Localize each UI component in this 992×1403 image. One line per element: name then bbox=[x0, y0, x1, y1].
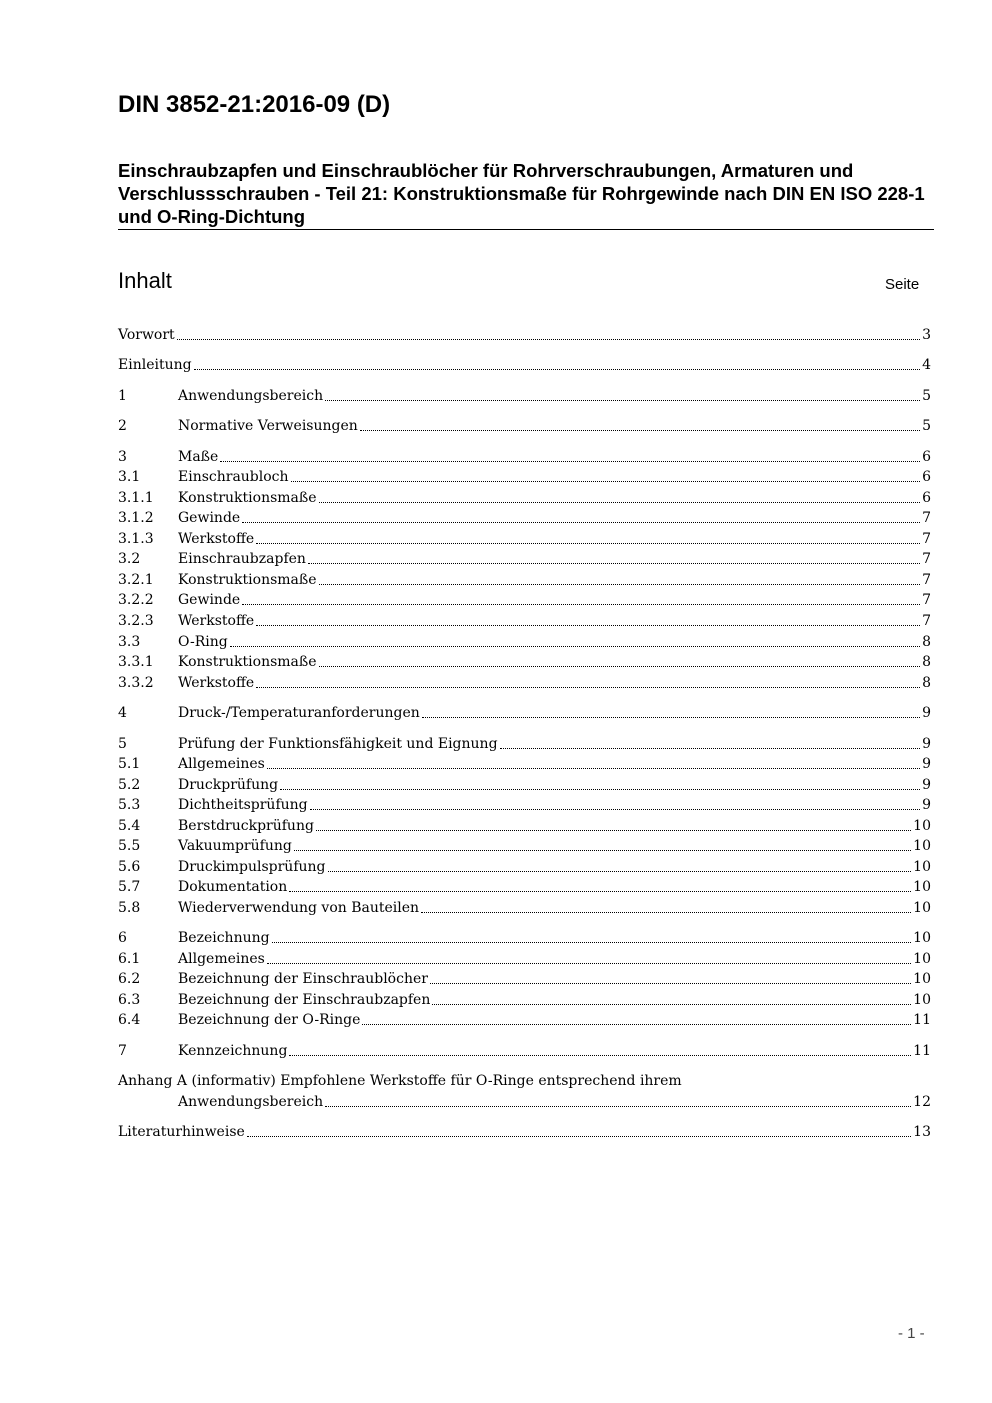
toc-title: Konstruktionsmaße bbox=[178, 490, 317, 506]
dot-leader bbox=[362, 1010, 911, 1030]
toc-title: Einschraubzapfen bbox=[178, 551, 306, 567]
toc-page: 9 bbox=[922, 705, 931, 721]
dot-leader bbox=[432, 990, 911, 1010]
toc-number: 3.2.3 bbox=[118, 613, 154, 629]
toc-title: Bezeichnung bbox=[178, 930, 270, 946]
toc-page: 10 bbox=[913, 900, 931, 916]
toc-page: 10 bbox=[913, 879, 931, 895]
toc-title: Bezeichnung der Einschraubzapfen bbox=[178, 992, 431, 1008]
dot-leader bbox=[325, 1092, 911, 1112]
toc-page: 8 bbox=[922, 634, 931, 650]
toc-title: Normative Verweisungen bbox=[178, 418, 358, 434]
toc-title: Werkstoffe bbox=[178, 675, 255, 691]
toc-entry[interactable] bbox=[118, 928, 931, 948]
toc-title: Werkstoffe bbox=[178, 613, 255, 629]
dot-leader bbox=[319, 570, 921, 590]
toc-page: 9 bbox=[922, 797, 931, 813]
toc-entry[interactable] bbox=[118, 1041, 931, 1061]
toc-title: Einschraubloch bbox=[178, 469, 289, 485]
toc-page-column-label: Seite bbox=[885, 276, 920, 293]
toc-number: 3.2.1 bbox=[118, 572, 154, 588]
toc-entry[interactable] bbox=[118, 386, 931, 406]
toc-title: Konstruktionsmaße bbox=[178, 572, 317, 588]
dot-leader bbox=[272, 928, 912, 948]
toc-annex-title-line2: Anwendungsbereich bbox=[178, 1094, 324, 1110]
toc-number: 5.1 bbox=[118, 756, 141, 772]
toc-title: Wiederverwendung von Bauteilen bbox=[178, 900, 420, 916]
toc-title: Bezeichnung der O-Ringe bbox=[178, 1012, 361, 1028]
toc-page: 8 bbox=[922, 654, 931, 670]
dot-leader bbox=[242, 590, 920, 610]
document-title: Einschraubzapfen und Einschraublöcher für Rohrverschraubungen, Armaturen und Verschlussschrauben - Teil 21: Konstruktionsmaße für Rohrgewinde nach DIN EN ISO 228-1 und O-Ring-Dichtung bbox=[118, 160, 925, 227]
dot-leader bbox=[256, 611, 920, 631]
toc-number: 3.2.2 bbox=[118, 592, 154, 608]
toc-number: 5.4 bbox=[118, 818, 141, 834]
dot-leader bbox=[242, 508, 920, 528]
toc-page: 6 bbox=[922, 490, 931, 506]
dot-leader bbox=[280, 775, 920, 795]
toc-number: 6.4 bbox=[118, 1012, 141, 1028]
toc-number: 3.1.3 bbox=[118, 531, 154, 547]
toc-title: Gewinde bbox=[178, 510, 241, 526]
toc-entry[interactable] bbox=[118, 652, 931, 672]
toc-page: 10 bbox=[913, 951, 931, 967]
toc-entry[interactable] bbox=[118, 673, 931, 693]
toc-page: 7 bbox=[922, 531, 931, 547]
toc-number: 3.1 bbox=[118, 469, 141, 485]
dot-leader bbox=[430, 969, 911, 989]
toc-number: 6.1 bbox=[118, 951, 141, 967]
dot-leader bbox=[177, 325, 920, 345]
dot-leader bbox=[328, 857, 912, 877]
toc-entry[interactable] bbox=[118, 488, 931, 508]
toc-number: 3.2 bbox=[118, 551, 141, 567]
toc-page: 13 bbox=[913, 1124, 931, 1140]
toc-page: 10 bbox=[913, 818, 931, 834]
toc-title: Druck-/Temperaturanforderungen bbox=[178, 705, 420, 721]
toc-entry[interactable] bbox=[118, 990, 931, 1010]
dot-leader bbox=[194, 355, 921, 375]
title-divider bbox=[118, 229, 934, 230]
toc-title: O-Ring bbox=[178, 634, 228, 650]
toc-entry[interactable] bbox=[118, 898, 931, 918]
toc-entry[interactable] bbox=[118, 754, 931, 774]
toc-title: Druckimpulsprüfung bbox=[178, 859, 326, 875]
toc-title: Druckprüfung bbox=[178, 777, 279, 793]
toc-title: Bezeichnung der Einschraublöcher bbox=[178, 971, 428, 987]
toc-page: 9 bbox=[922, 756, 931, 772]
toc-page: 12 bbox=[913, 1094, 931, 1110]
toc-page: 6 bbox=[922, 449, 931, 465]
toc-entry[interactable] bbox=[118, 775, 931, 795]
toc-page: 8 bbox=[922, 675, 931, 691]
toc-number: 4 bbox=[118, 705, 127, 721]
dot-leader bbox=[308, 549, 920, 569]
toc-number: 3.3.2 bbox=[118, 675, 154, 691]
toc-entry[interactable] bbox=[118, 570, 931, 590]
dot-leader bbox=[289, 877, 911, 897]
dot-leader bbox=[230, 632, 920, 652]
toc-number: 6.3 bbox=[118, 992, 141, 1008]
toc-title: Einleitung bbox=[118, 357, 192, 373]
toc-page: 10 bbox=[913, 971, 931, 987]
dot-leader bbox=[220, 447, 920, 467]
toc-entry[interactable] bbox=[118, 447, 931, 467]
dot-leader bbox=[316, 816, 911, 836]
toc-number: 3.1.2 bbox=[118, 510, 154, 526]
toc-title: Prüfung der Funktionsfähigkeit und Eignung bbox=[178, 736, 498, 752]
toc-page: 5 bbox=[922, 388, 931, 404]
toc-entry[interactable] bbox=[118, 325, 931, 345]
toc-page: 5 bbox=[922, 418, 931, 434]
toc-number: 5.2 bbox=[118, 777, 141, 793]
toc-entry-literaturhinweise[interactable] bbox=[118, 1122, 931, 1142]
toc-number: 7 bbox=[118, 1043, 127, 1059]
dot-leader bbox=[294, 836, 911, 856]
toc-title: Maße bbox=[178, 449, 219, 465]
toc-title: Gewinde bbox=[178, 592, 241, 608]
toc-entry[interactable] bbox=[118, 549, 931, 569]
toc-entry[interactable] bbox=[118, 467, 931, 487]
toc-title: Dokumentation bbox=[178, 879, 288, 895]
toc-number: 2 bbox=[118, 418, 127, 434]
toc-heading: Inhalt bbox=[118, 268, 172, 293]
dot-leader bbox=[256, 673, 920, 693]
dot-leader bbox=[256, 529, 920, 549]
toc-page: 7 bbox=[922, 551, 931, 567]
toc-entry[interactable] bbox=[118, 416, 931, 436]
toc-entry[interactable] bbox=[118, 508, 931, 528]
toc-entry[interactable] bbox=[118, 611, 931, 631]
dot-leader bbox=[500, 734, 921, 754]
toc-page: 10 bbox=[913, 838, 931, 854]
dot-leader bbox=[289, 1041, 911, 1061]
toc-title: Dichtheitsprüfung bbox=[178, 797, 308, 813]
toc-number: 5.8 bbox=[118, 900, 141, 916]
toc-number: 6 bbox=[118, 930, 127, 946]
toc-title: Vakuumprüfung bbox=[178, 838, 292, 854]
toc-entry[interactable] bbox=[118, 949, 931, 969]
toc-annex-label: Anhang A (informativ) bbox=[118, 1073, 276, 1089]
toc-entry[interactable] bbox=[118, 877, 931, 897]
toc-title: Allgemeines bbox=[178, 951, 265, 967]
toc-number: 3.1.1 bbox=[118, 490, 154, 506]
toc-title: Werkstoffe bbox=[178, 531, 255, 547]
document-id: DIN 3852-21:2016-09 (D) bbox=[118, 91, 391, 118]
toc-page: 7 bbox=[922, 592, 931, 608]
toc-number: 5 bbox=[118, 736, 127, 752]
toc-number: 6.2 bbox=[118, 971, 141, 987]
dot-leader bbox=[422, 703, 920, 723]
toc-title: Allgemeines bbox=[178, 756, 265, 772]
toc-page: 7 bbox=[922, 613, 931, 629]
toc-entry[interactable] bbox=[118, 1010, 931, 1030]
toc-page: 7 bbox=[922, 510, 931, 526]
toc-number: 5.3 bbox=[118, 797, 141, 813]
toc-entry-annex-a[interactable] bbox=[118, 1092, 931, 1112]
toc-page: 10 bbox=[913, 859, 931, 875]
dot-leader bbox=[291, 467, 921, 487]
toc-entry[interactable] bbox=[118, 355, 931, 375]
toc-entry[interactable] bbox=[118, 590, 931, 610]
toc-page: 11 bbox=[913, 1012, 931, 1028]
toc-page: 9 bbox=[922, 777, 931, 793]
dot-leader bbox=[267, 754, 920, 774]
toc-page: 10 bbox=[913, 992, 931, 1008]
toc-number: 3.3.1 bbox=[118, 654, 154, 670]
toc-indent bbox=[118, 1092, 178, 1112]
toc-title: Berstdruckprüfung bbox=[178, 818, 314, 834]
toc-page: 11 bbox=[913, 1043, 931, 1059]
page-number: - 1 - bbox=[898, 1325, 925, 1342]
toc-entry[interactable] bbox=[118, 969, 931, 989]
toc-title: Kennzeichnung bbox=[178, 1043, 288, 1059]
toc-entry[interactable] bbox=[118, 529, 931, 549]
toc-title: Literaturhinweise bbox=[118, 1124, 245, 1140]
toc-number: 1 bbox=[118, 388, 127, 404]
toc-number: 5.5 bbox=[118, 838, 141, 854]
dot-leader bbox=[319, 488, 921, 508]
toc-title: Anwendungsbereich bbox=[178, 388, 324, 404]
toc-title: Vorwort bbox=[118, 327, 175, 343]
toc-title: Konstruktionsmaße bbox=[178, 654, 317, 670]
toc-page: 7 bbox=[922, 572, 931, 588]
toc-number: 3.3 bbox=[118, 634, 141, 650]
dot-leader bbox=[310, 795, 920, 815]
dot-leader bbox=[360, 416, 920, 436]
dot-leader bbox=[325, 386, 920, 406]
dot-leader bbox=[267, 949, 911, 969]
toc-entry[interactable] bbox=[118, 836, 931, 856]
toc-annex-title-line1: Empfohlene Werkstoffe für O-Ringe entsprechend ihrem bbox=[280, 1073, 682, 1089]
toc-page: 9 bbox=[922, 736, 931, 752]
toc-page: 10 bbox=[913, 930, 931, 946]
toc-page: 6 bbox=[922, 469, 931, 485]
toc-page: 3 bbox=[922, 327, 931, 343]
toc-entry[interactable] bbox=[118, 703, 931, 723]
toc-number: 3 bbox=[118, 449, 127, 465]
dot-leader bbox=[247, 1122, 911, 1142]
toc-number: 5.7 bbox=[118, 879, 141, 895]
toc-number: 5.6 bbox=[118, 859, 141, 875]
toc-annex-heading[interactable] bbox=[118, 1071, 682, 1091]
toc-entry[interactable] bbox=[118, 795, 931, 815]
toc-page: 4 bbox=[922, 357, 931, 373]
toc-entry[interactable] bbox=[118, 734, 931, 754]
toc-entry[interactable] bbox=[118, 816, 931, 836]
toc-entry[interactable] bbox=[118, 632, 931, 652]
dot-leader bbox=[421, 898, 911, 918]
toc-entry[interactable] bbox=[118, 857, 931, 877]
dot-leader bbox=[319, 652, 921, 672]
